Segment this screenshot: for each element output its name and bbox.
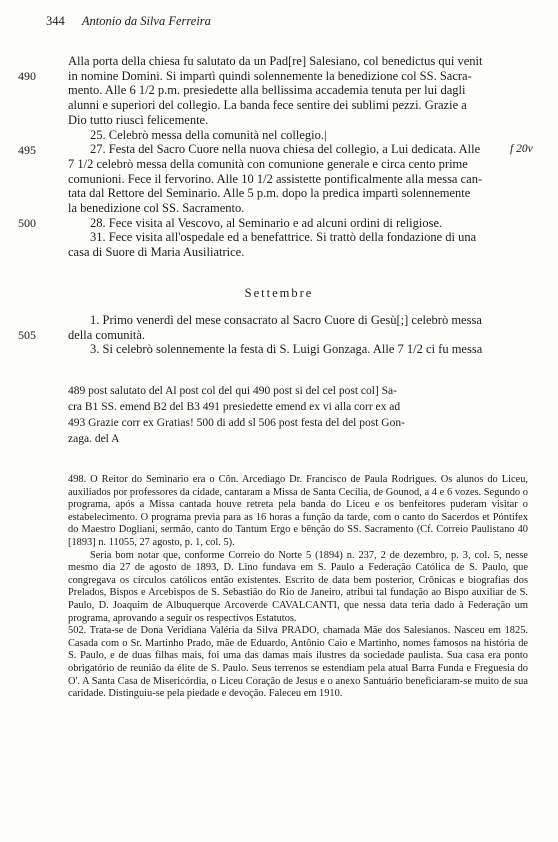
footnote-paragraph: 502. Trata-se de Dona Veridiana Valéria da Silva PRADO, chamada Mãe dos Salesianos. Nasceu em 1825. Casada com o Sr. Martinho Prado, mãe de Eduardo, Antônio Caio e Martinho, nomes famosos na história de S. Paulo, e de duas filhas mais, foi uma das damas mais ilustres da sociedade paulista. Sua casa era ponto obrigatório de reunião da élite de S. Paulo. Seus terrenos se estendiam pela atual Barra Funda e Freguesia do O'. A Santa Casa de Misericórdia, o Liceu Coração de Jesus e o anexo Santuário beneficiaram-se muito de sua caridade. Distinguiu-se pela piedade e devoção. Faleceu em 1910. (68, 625, 528, 700)
text-line: 31. Fece visita all'ospedale ed a benefattrice. Si trattò della fondazione di una (90, 230, 477, 245)
main-text-block (68, 54, 528, 260)
text-line: 3. Si celebrò solennemente la festa di S. Luigi Gonzaga. Alle 7 1/2 ci fu messa (90, 342, 483, 357)
running-title: Antonio da Silva Ferreira (81, 14, 211, 28)
text-line: 28. Fece visita al Vescovo, al Seminario e ad alcuni ordini di religiose. (90, 215, 443, 230)
text-line: 1. Primo venerdì del mese consacrato al Sacro Cuore di Gesù[;] celebrò messa (90, 313, 482, 327)
page-number: 344 (46, 14, 65, 28)
text-line: casa di Suore di Maria Ausiliatrice. (68, 245, 245, 260)
apparatus-line: 493 Grazie corr ex Gratias! 500 di add sl 506 post festa del del post Gon- (68, 417, 405, 429)
critical-apparatus (68, 383, 528, 447)
text-line: Alla porta della chiesa fu salutato da un Pad[re] Salesiano, col benedictus qui venit (68, 54, 483, 68)
text-line: mento. Alle 6 1/2 p.m. presiedette alla bellissima accademia tenuta per lui dagli (68, 83, 466, 98)
line-number-490: 490 (18, 69, 36, 83)
text-line: della comunità. (68, 327, 146, 342)
page-header (46, 14, 211, 29)
footnote-paragraph: Seria bom notar que, conforme Correio do Norte 5 (1894) n. 237, 2 de dezembro, p. 3, col. 5, nesse mesmo dia 27 de agosto de 1893, D. Lino fundava em S. Paulo a Federação Católica de S. Paulo, que congregava os círculos católicos então existentes. Escrito de data bem posterior, Crônicas e biografias dos Prelados, Bispos e Arcebispos de S. Sebastião do Rio de Janeiro, atribui tal fundação ao Bispo auxiliar de S. Paulo, D. Joaquim de Albuquerque Arcoverde CAVALCANTI, que nessa data teria dado à Federação um programa, aprovando a seguir os respectivos Estatutos. (68, 549, 528, 624)
text-line: tata dal Rettore del Seminario. Alle 5 p.m. dopo la predica impartì solennemente (68, 186, 471, 201)
text-line: 7 1/2 celebrò messa della comunità con comunione generale e circa cento prime (68, 156, 468, 171)
text-line: comunioni. Fece il fervorino. Alle 10 1/2 assistette pontificalmente alla messa can- (68, 171, 483, 186)
margin-folio-note: f 20v (510, 143, 533, 155)
text-line: alunni e superiori del collegio. La banda fece sentire dei sublimi pezzi. Grazie a (68, 98, 467, 113)
apparatus-line: zaga. del A (68, 433, 120, 445)
section-title: Settembre (244, 286, 314, 300)
text-line: Dio tutto riuscì felicemente. (68, 112, 209, 127)
footnotes (68, 474, 528, 701)
text-line: in nomine Domini. Si impartì quindi solennemente la benedizione col SS. Sacra- (68, 68, 472, 83)
line-number-505: 505 (18, 328, 36, 342)
text-line: 27. Festa del Sacro Cuore nella nuova chiesa del collegio, a Lui dedicata. Alle (90, 142, 481, 157)
september-text-block (68, 313, 528, 357)
line-number-500: 500 (18, 216, 36, 230)
text-line: 25. Celebrò messa della comunità nel collegio.| (90, 127, 327, 142)
apparatus-line: 489 post salutato del Al post col del qui 490 post si del cel post col] Sa- (68, 385, 397, 397)
apparatus-line: cra B1 SS. emend B2 del B3 491 presiedette emend ex vi alla corr ex ad (68, 401, 401, 413)
line-number-495: 495 (18, 143, 36, 157)
text-line: la benedizione col SS. Sacramento. (68, 201, 245, 216)
footnote-paragraph: 498. O Reitor do Seminario era o Côn. Arcediago Dr. Francisco de Paula Rodrigues. Os alunos do Liceu, auxiliados por professores da cidade, cantaram a Missa de Santa Cecília, de Gounod, a 4 e 6 vozes. Segundo o programa, após a Missa cantada houve retreta pela banda do Liceu e os benfeitores puderam visitar o estabelecimento. O programa previa para as 16 horas a função da tarde, com o canto do Sacerdos et Póntifex do Maestro Dogliani, sermão, canto do Tantum Ergo e bênção do SS. Sacramento (Cf. Correio Paulistano 40 [1893] n. 11055, 27 agosto, p. 1, col. 5). (68, 474, 528, 548)
